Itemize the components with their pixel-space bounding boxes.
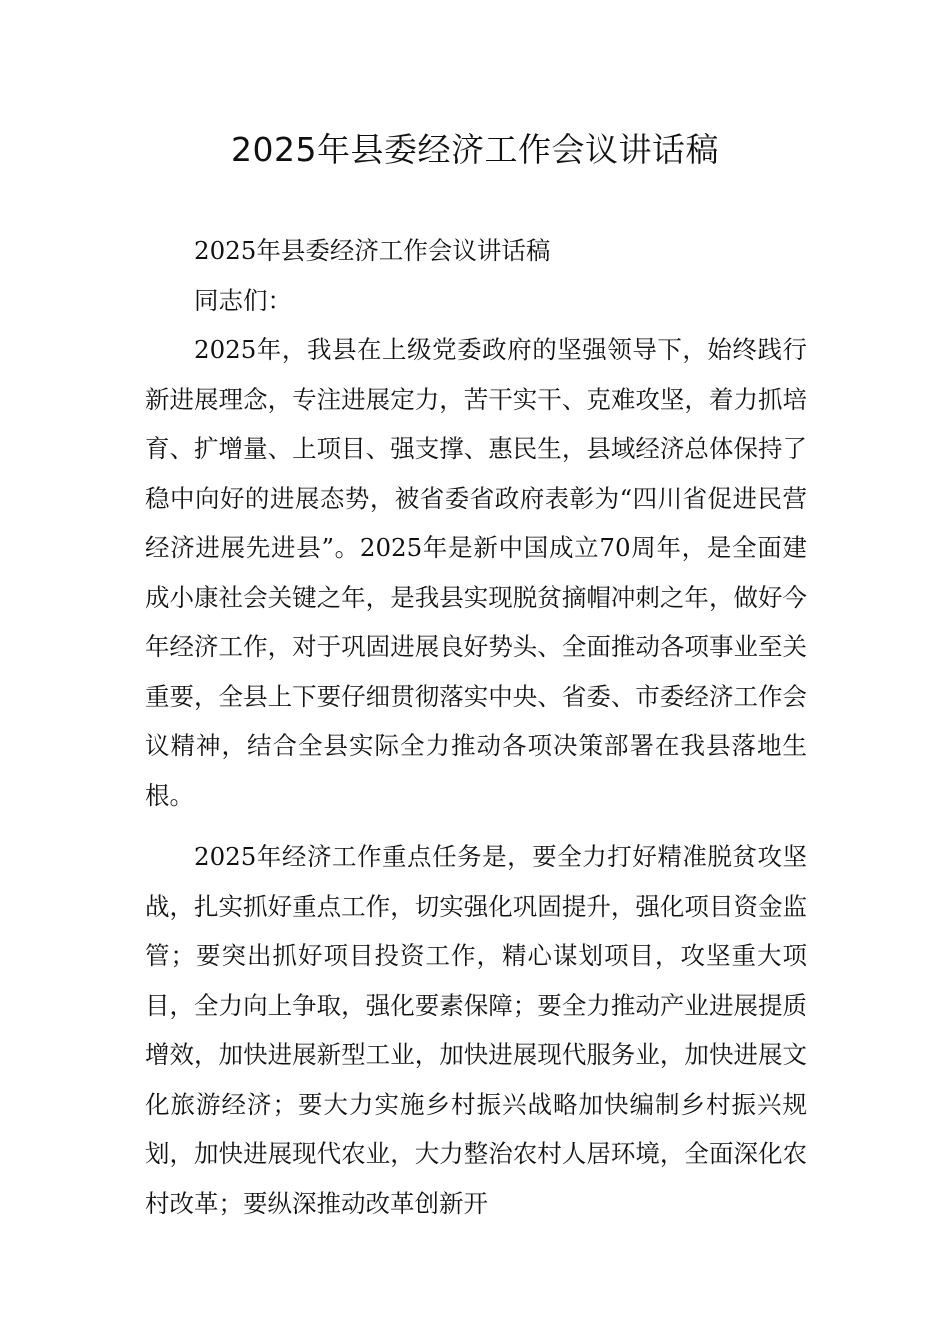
salutation: 同志们：: [194, 285, 292, 315]
document-title: 2025年县委经济工作会议讲话稿: [231, 130, 719, 169]
paragraph-1: 2025年，我县在上级党委政府的坚强领导下，始终践行新进展理念，专注进展定力，苦干实干、克难攻坚，着力抓培育、扩增量、上项目、强支撑、惠民生，县域经济总体保持了稳中向好的进展态势，被省委省政府表彰为“四川省促进民营经济进展先进县”。2025年是新中国成立70周年，是全面建成小康社会关键之年，是我县实现脱贫摘帽冲刺之年，做好今年经济工作，对于巩固进展良好势头、全面推动各项事业至关重要，全县上下要仔细贯彻落实中央、省委、市委经济工作会议精神，结合全县实际全力推动各项决策部署在我县落地生根。: [145, 335, 807, 810]
paragraph-2: 2025年经济工作重点任务是，要全力打好精准脱贫攻坚战，扎实抓好重点工作，切实强化巩固提升，强化项目资金监管；要突出抓好项目投资工作，精心谋划项目，攻坚重大项目，全力向上争取，强化要素保障；要全力推动产业进展提质增效，加快进展新型工业，加快进展现代服务业，加快进展文化旅游经济；要大力实施乡村振兴战略加快编制乡村振兴规划，加快进展现代农业，大力整治农村人居环境，全面深化农村改革；要纵深推动改革创新开: [145, 842, 807, 1218]
document-body: [145, 226, 807, 1228]
document-subtitle: 2025年县委经济工作会议讲话稿: [194, 236, 551, 265]
